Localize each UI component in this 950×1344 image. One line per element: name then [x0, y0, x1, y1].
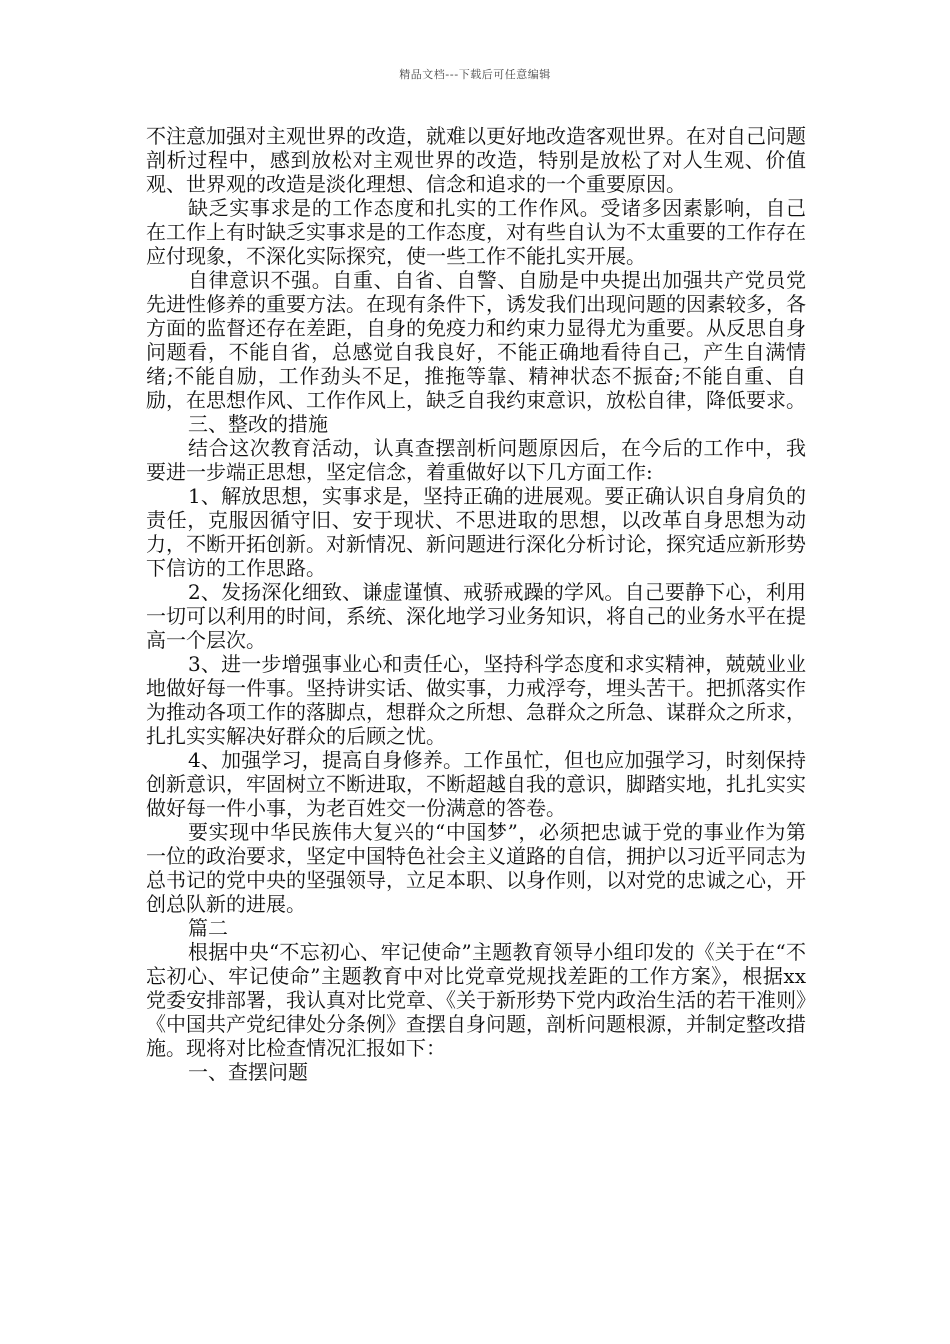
list-item: 2、发扬深化细致、谦虚谨慎、戒骄戒躁的学风。自己要静下心，利用一切可以利用的时间，系统、深化地学习业务知识，将自己的业务水平在提高一个层次。 [146, 580, 806, 652]
list-item: 1、解放思想，实事求是，坚持正确的进展观。要正确认识自身肩负的责任，克服因循守旧、安于现状、不思进取的思想，以改革自身思想为动力，不断开拓创新。对新情况、新问题进行深化分析讨论，探究适应新形势下信访的工作思路。 [146, 484, 806, 580]
paragraph: 缺乏实事求是的工作态度和扎实的工作作风。受诸多因素影响，自己在工作上有时缺乏实事求是的工作态度，对有些自认为不太重要的工作存在应付现象，不深化实际探究，使一些工作不能扎实开展。 [146, 196, 806, 268]
document-body [146, 124, 806, 1084]
page-header: 精品文档---下载后可任意编辑 [399, 68, 551, 81]
section-heading: 篇二 [188, 916, 228, 940]
paragraph: 不注意加强对主观世界的改造，就难以更好地改造客观世界。在对自己问题剖析过程中，感到放松对主观世界的改造，特别是放松了对人生观、价值观、世界观的改造是淡化理想、信念和追求的一个重要原因。 [146, 124, 806, 196]
section-heading: 一、查摆问题 [188, 1060, 308, 1084]
list-item: 4、加强学习，提高自身修养。工作虽忙，但也应加强学习，时刻保持创新意识，牢固树立不断进取，不断超越自我的意识，脚踏实地，扎扎实实做好每一件小事，为老百姓交一份满意的答卷。 [146, 748, 806, 820]
paragraph: 自律意识不强。自重、自省、自警、自励是中央提出加强共产党员党先进性修养的重要方法。在现有条件下，诱发我们出现问题的因素较多，各方面的监督还存在差距，自身的免疫力和约束力显得尤为重要。从反思自身问题看，不能自省，总感觉自我良好，不能正确地看待自己，产生自满情绪;不能自励，工作劲头不足，推拖等靠、精神状态不振奋;不能自重、自励，在思想作风、工作作风上，缺乏自我约束意识，放松自律，降低要求。 [146, 268, 806, 412]
list-item: 3、进一步增强事业心和责任心，坚持科学态度和求实精神，兢兢业业地做好每一件事。坚持讲实话、做实事，力戒浮夸，埋头苦干。把抓落实作为推动各项工作的落脚点，想群众之所想、急群众之所急、谋群众之所求，扎扎实实解决好群众的后顾之忧。 [146, 652, 806, 748]
paragraph: 结合这次教育活动，认真查摆剖析问题原因后，在今后的工作中，我要进一步端正思想，坚定信念，着重做好以下几方面工作: [146, 436, 806, 484]
paragraph: 根据中央“不忘初心、牢记使命”主题教育领导小组印发的《关于在“不忘初心、牢记使命”主题教育中对比党章党规找差距的工作方案》，根据xx党委安排部署，我认真对比党章、《关于新形势下党内政治生活的若干准则》《中国共产党纪律处分条例》查摆自身问题，剖析问题根源，并制定整改措施。现将对比检查情况汇报如下： [146, 940, 806, 1060]
section-heading: 三、整改的措施 [188, 412, 328, 436]
paragraph: 要实现中华民族伟大复兴的“中国梦”，必须把忠诚于党的事业作为第一位的政治要求，坚定中国特色社会主义道路的自信，拥护以习近平同志为总书记的党中央的坚强领导，立足本职、以身作则，以对党的忠诚之心，开创总队新的进展。 [146, 820, 806, 916]
